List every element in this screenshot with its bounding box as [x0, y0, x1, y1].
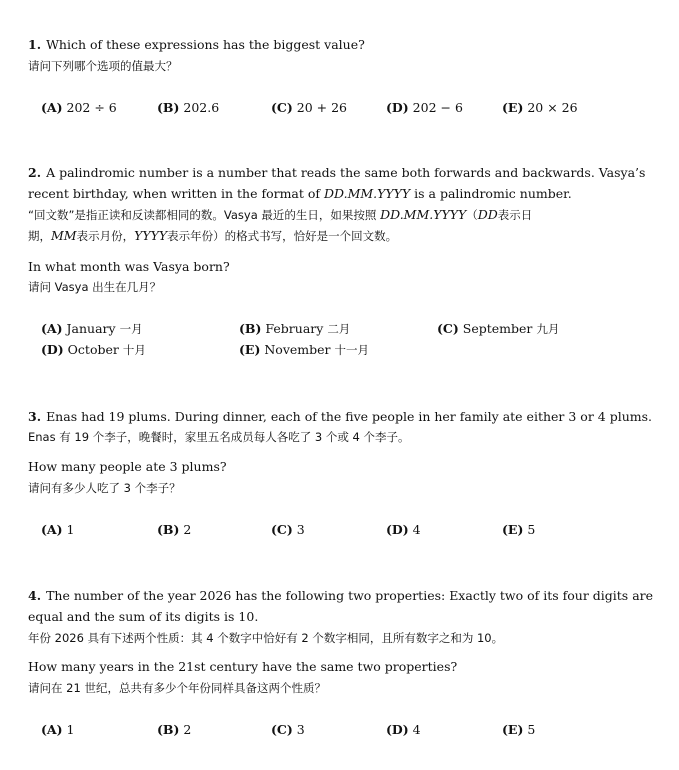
option-value: February: [265, 321, 324, 336]
option-label: (D): [386, 100, 409, 115]
option-label: (A): [41, 100, 63, 115]
option-value: 1: [66, 522, 75, 537]
q2-stem-cn-2a: 期，: [28, 229, 51, 243]
option-value: January: [66, 321, 116, 336]
q1-text-en: [28, 37, 365, 53]
option-label: (B): [239, 321, 262, 336]
option-label: (C): [437, 321, 459, 336]
q4-question-en: How many years in the 21st century have the same two properties?: [28, 659, 458, 674]
option-value: 5: [527, 522, 536, 537]
q1-option-e[interactable]: [502, 100, 578, 116]
option-value: 202 − 6: [412, 100, 463, 115]
option-label: (B): [157, 722, 180, 737]
q2-question-cn: 请问 Vasya 出生在几月？: [28, 280, 162, 294]
option-value-cn: 九月: [536, 322, 560, 336]
q4-option-e[interactable]: [502, 722, 535, 738]
q4-question-cn: 请问在 21 世纪，总共有多少个年份同样具备这两个性质？: [28, 681, 326, 695]
q1-option-d[interactable]: [386, 100, 463, 116]
q2-mm: MM: [51, 228, 77, 243]
q2-option-d[interactable]: [41, 342, 146, 358]
option-value: 2: [183, 522, 192, 537]
q3-option-c[interactable]: [271, 522, 305, 538]
q2-stem-cn-1b: （: [466, 208, 478, 222]
option-value: 20 + 26: [296, 100, 348, 115]
option-value: November: [264, 342, 331, 357]
q3-text-cn: Enas 有 19 个李子，晚餐时，家里五名成员每人各吃了 3 个或 4 个李子。: [28, 430, 410, 444]
option-label: (D): [386, 522, 409, 537]
option-value: 202 ÷ 6: [66, 100, 117, 115]
q4-number: 4.: [28, 588, 42, 603]
q3-question-en: How many people ate 3 plums?: [28, 459, 227, 474]
option-label: (B): [157, 522, 180, 537]
option-label: (D): [386, 722, 409, 737]
q3-stem-en: Enas had 19 plums. During dinner, each of the five people in her family ate either 3 or 4 plums.: [46, 409, 652, 424]
option-value: 1: [66, 722, 75, 737]
option-value: October: [67, 342, 119, 357]
q2-question-en: In what month was Vasya born?: [28, 259, 230, 274]
q2-yyyy: YYYY: [134, 228, 168, 243]
option-value: 20 × 26: [527, 100, 578, 115]
q3-number: 3.: [28, 409, 42, 424]
q2-dd: DD: [477, 207, 498, 222]
q2-stem-cn-2b: 表示月份，: [76, 229, 135, 243]
q4-text-en-2: equal and the sum of its digits is 10.: [28, 609, 259, 624]
q2-text-en-2: [28, 186, 572, 202]
q2-stem-cn-2c: 表示年份）的格式书写，恰好是一个回文数。: [167, 229, 398, 243]
option-value: 3: [296, 522, 305, 537]
option-label: (D): [41, 342, 64, 357]
option-value: 4: [412, 522, 421, 537]
q2-text-cn-2: [28, 228, 397, 244]
option-value: 3: [296, 722, 305, 737]
q4-option-b[interactable]: [157, 722, 191, 738]
q4-option-a[interactable]: [41, 722, 74, 738]
option-label: (E): [502, 522, 524, 537]
q2-stem-cn-1a: “回文数”是指正读和反读都相同的数。Vasya 最近的生日，如果按照: [28, 208, 381, 222]
q3-option-e[interactable]: [502, 522, 535, 538]
q2-date-format-cn: DD.MM.YYYY: [380, 207, 467, 222]
option-value-cn: 一月: [119, 322, 143, 336]
option-value-cn: 十月: [122, 343, 146, 357]
q1-option-b[interactable]: [157, 100, 219, 116]
q4-stem-en-1: The number of the year 2026 has the following two properties: Exactly two of its four digits are: [46, 588, 654, 603]
q3-option-b[interactable]: [157, 522, 191, 538]
option-value-cn: 二月: [327, 322, 351, 336]
q1-option-c[interactable]: [271, 100, 347, 116]
q2-stem-en-1: A palindromic number is a number that reads the same both forwards and backwards. Vasya’s: [46, 165, 646, 180]
option-label: (A): [41, 321, 63, 336]
option-label: (A): [41, 722, 63, 737]
q4-option-d[interactable]: [386, 722, 421, 738]
q2-option-a[interactable]: [41, 321, 143, 337]
option-value: September: [462, 321, 533, 336]
q2-stem-en-2a: recent birthday, when written in the format of: [28, 186, 325, 201]
option-label: (A): [41, 522, 63, 537]
option-label: (E): [239, 342, 261, 357]
q3-text-en: [28, 409, 652, 425]
option-label: (C): [271, 522, 293, 537]
q2-text-en-1: [28, 165, 645, 181]
q2-option-c[interactable]: [437, 321, 559, 337]
q4-option-c[interactable]: [271, 722, 305, 738]
q2-text-cn-1: [28, 207, 532, 223]
q4-text-en-1: [28, 588, 653, 604]
q1-stem-en: Which of these expressions has the biggest value?: [46, 37, 365, 52]
option-value: 4: [412, 722, 421, 737]
q2-stem-en-2b: is a palindromic number.: [410, 186, 572, 201]
option-label: (B): [157, 100, 180, 115]
q2-number: 2.: [28, 165, 42, 180]
q1-text-cn: 请问下列哪个选项的值最大？: [28, 59, 178, 73]
q4-text-cn: 年份 2026 具有下述两个性质：其 4 个数字中恰好有 2 个数字相同，且所有数字之和为 10。: [28, 631, 504, 645]
q2-date-format: DD.MM.YYYY: [324, 186, 411, 201]
q2-stem-cn-1c: 表示日: [497, 208, 533, 222]
q3-option-a[interactable]: [41, 522, 74, 538]
option-value-cn: 十一月: [334, 343, 370, 357]
q3-question-cn: 请问有多少人吃了 3 个李子？: [28, 481, 181, 495]
option-value: 202.6: [183, 100, 220, 115]
q2-option-e[interactable]: [239, 342, 369, 358]
option-label: (C): [271, 100, 293, 115]
q2-option-b[interactable]: [239, 321, 350, 337]
option-label: (E): [502, 100, 524, 115]
option-label: (C): [271, 722, 293, 737]
q1-option-a[interactable]: [41, 100, 117, 116]
option-value: 5: [527, 722, 536, 737]
q3-option-d[interactable]: [386, 522, 421, 538]
option-label: (E): [502, 722, 524, 737]
option-value: 2: [183, 722, 192, 737]
q1-number: 1.: [28, 37, 42, 52]
